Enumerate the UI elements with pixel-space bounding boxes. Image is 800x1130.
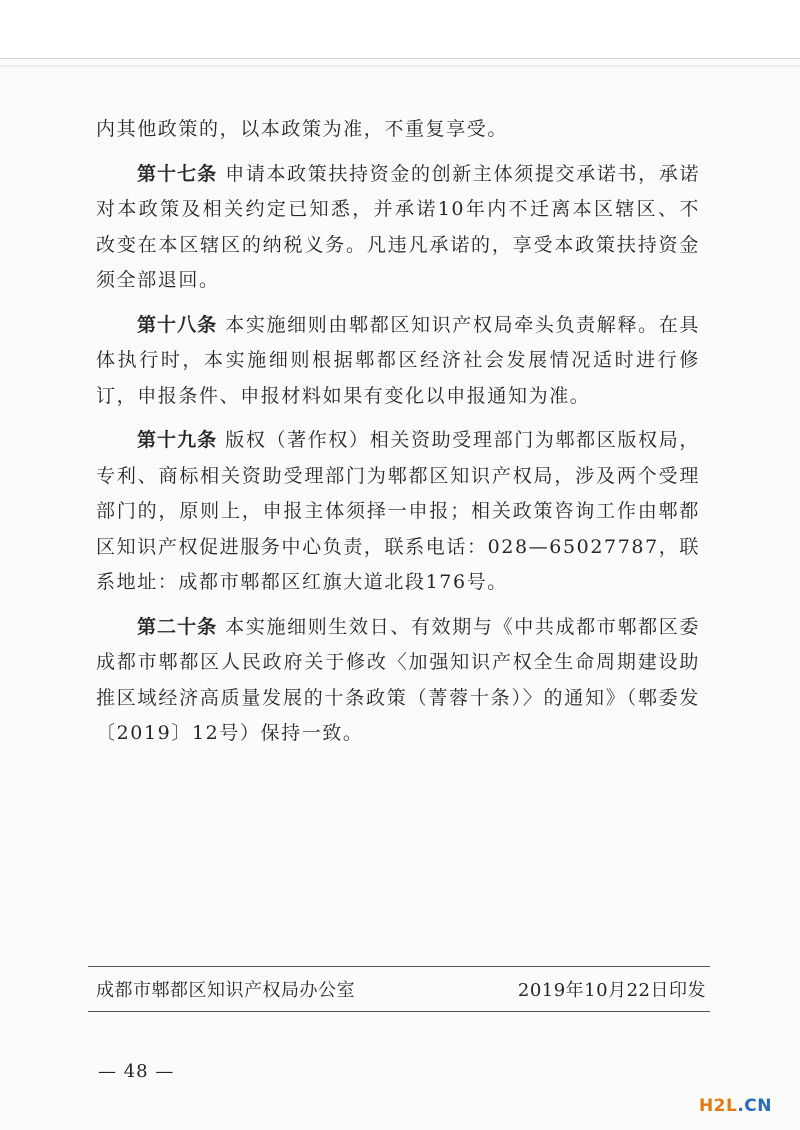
article-text: 本实施细则生效日、有效期与《中共成都市郫都区委成都市郫都区人民政府关于修改〈加强知识产权全生命周期建设助推区域经济高质量发展的十条政策（菁蓉十条）〉的通知》（郫委发〔2019〕12号）保持一致。 [96,615,700,744]
paragraph-continuation [96,112,700,148]
article-heading: 第十七条 [137,162,218,185]
article-text: 本实施细则由郫都区知识产权局牵头负责解释。在具体执行时，本实施细则根据郫都区经济社会发展情况适时进行修订，申报条件、申报材料如果有变化以申报通知为准。 [96,313,700,407]
page-top-shadow [0,65,800,67]
watermark-part-2: .CN [737,1096,772,1116]
article-heading: 第二十条 [137,615,218,638]
footer-top-rule [88,966,710,967]
page-number: — 48 — [98,1061,175,1082]
article-20 [96,610,700,752]
paragraph-text: 内其他政策的，以本政策为准，不重复享受。 [96,118,509,140]
page-top-rule [0,58,800,59]
issue-date: 2019年10月22日印发 [517,980,706,1001]
article-19 [96,423,700,601]
site-watermark [699,1096,772,1116]
article-17 [96,157,700,299]
article-text: 版权（著作权）相关资助受理部门为郫都区版权局，专利、商标相关资助受理部门为郫都区知识产权局，涉及两个受理部门的，原则上，申报主体须择一申报；相关政策咨询工作由郫都区知识产权促进服务中心负责，联系电话：028—65027787，联系地址：成都市郫都区红旗大道北段176号。 [96,429,700,593]
article-heading: 第十八条 [137,313,218,336]
article-heading: 第十九条 [137,429,218,451]
article-18 [96,308,700,415]
watermark-part-1: H2L [698,1096,738,1116]
footer-bottom-rule [88,1011,710,1012]
article-text: 申请本政策扶持资金的创新主体须提交承诺书，承诺对本政策及相关约定已知悉，并承诺10年内不迁离本区辖区、不改变在本区辖区的纳税义务。凡违凡承诺的，享受本政策扶持资金须全部退回。 [96,162,700,291]
page-top-margin [0,0,800,58]
issuing-office: 成都市郫都区知识产权局办公室 [96,980,355,1001]
document-body [96,112,700,761]
